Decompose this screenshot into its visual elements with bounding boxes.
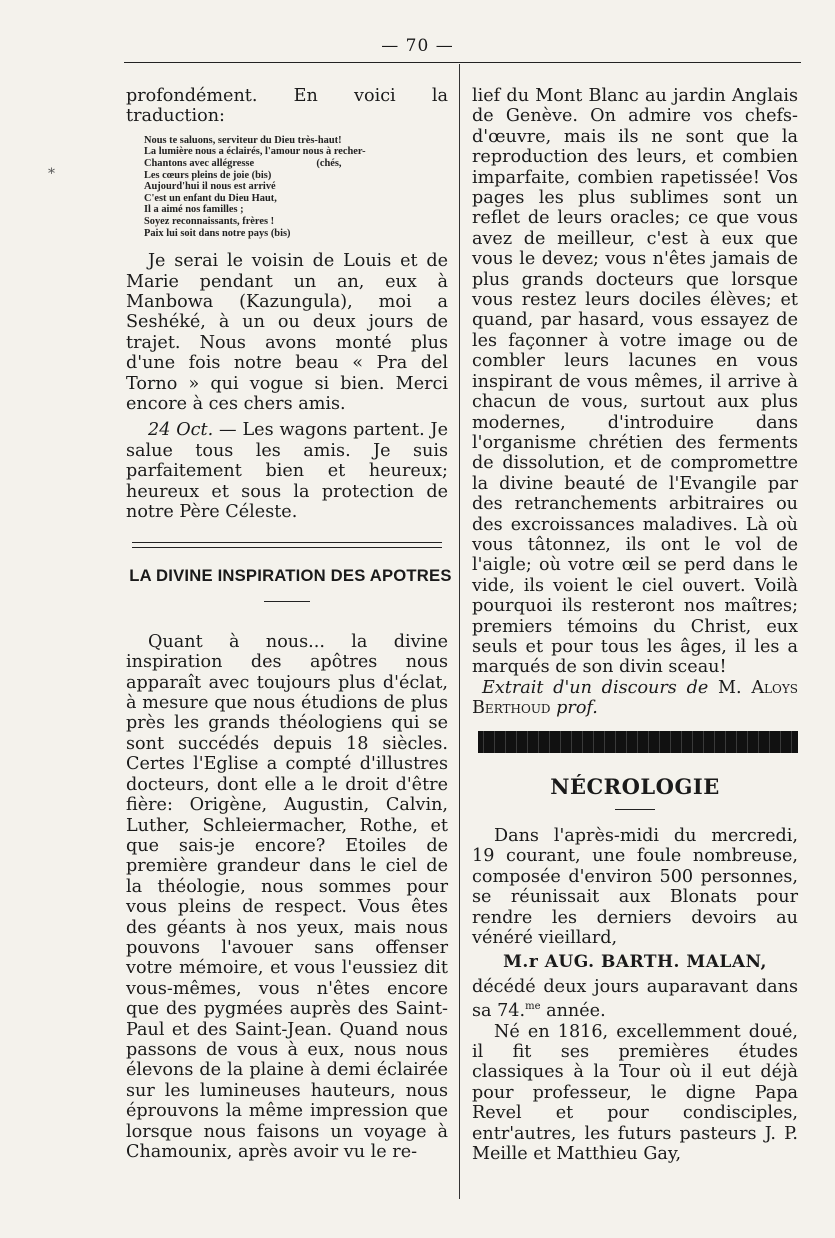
signature-name: M. Aloys Berthoud [472,677,799,719]
deceased-name: M.r AUG. BARTH. MALAN, [503,952,767,973]
poem-line: La lumière nous a éclairés, l'amour nous à recher- [144,146,366,158]
title-rule [264,601,310,602]
deceased-text: décédé deux jours auparavant dans sa 74. [472,976,798,1022]
necrology-rule [615,809,655,810]
deceased-text-end: année. [540,1001,606,1022]
poem-line: Nous te saluons, serviteur du Dieu très-haut! [144,134,342,146]
paragraph-inspiration: Quant à nous... la divine inspiration des apôtres nous apparaît avec toujours plus d'éclat, à mesure que nous étudions de plus près les grands théologiens qui se sont succédés depuis 18 siècles. Certes l'Eglise a compté d'illustres docteurs, dont elle a le droit d'être fière: Origène, Augustin, Calvin, Luther, Schleiermacher, Rothe, et que sais-je encore? Etoiles de première grandeur dans le ciel de la théologie, nous sommes pour vous pleins de respect. Vous êtes des géants à nos yeux, mais nous pouvons l'avouer sans offenser votre mémoire, et vous l'eussiez dit vous-mêmes, vous n'êtes encore que des pygmées auprès des Saint-Paul et des Saint-Jean. Quand nous passons de vous à eux, nous nous élevons de la plaine à demi éclairée sur les lumineuses hauteurs, nous éprouvons la même impression que lorsque nous faisons un voyage à Chamounix, après avoir vu le re- [126,631,448,1162]
poem-line: Chantons avec allégresse (chés, [144,158,342,169]
section-bar [478,731,798,753]
poem-line: Aujourd'hui il nous est arrivé [144,181,276,193]
margin-mark: * [48,166,55,182]
page-number: — 70 — [381,36,454,56]
signature-prefix: Extrait d'un discours de [482,677,709,698]
poem-line: Paix lui soit dans notre pays (bis) [144,227,291,239]
poem-line: Il a aimé nos familles ; [144,204,244,216]
paragraph-deceased [472,977,798,1022]
paragraph-biography: Né en 1816, excellemment doué, il fit ses premières études classiques à la Tour où il eut déjà pour professeur, le digne Papa Revel et pour condisciples, entr'autres, les futurs pasteurs J. P. Meille et Matthieu Gay, [472,1021,798,1164]
poem-line: Les cœurs pleins de joie (bis) [144,169,272,181]
section-title: LA DIVINE INSPIRATION DES APOTRES [129,566,452,586]
date-label: 24 Oct. [148,420,214,441]
header-rule [124,62,801,63]
poem-line: C'est un enfant du Dieu Haut, [144,192,277,204]
paragraph-inspiration-continued: lief du Mont Blanc au jardin Anglais de Genève. On admire vos chefs-d'œuvre, mais ils ne sont que la reproduction des leurs, et combien imparfaite, combien rapetissée! Vos pages les plus sublimes sont un reflet de leurs oracles; ce que vous avez de meilleur, c'est à eux que vous le devez; vous n'êtes jamais de plus grands docteurs que lorsque vous restez leurs dociles élèves; et quand, par hasard, vous essayez de les façonner à votre image ou de combler leurs lacunes en vous inspirant de vous mêmes, il arrive à chacun de vous, surtout aux plus modernes, d'introduire dans l'organisme chrétien des ferments de dissolution, et de compromettre la divine beauté de l'Evangile par des retranchements arbitraires ou des excroissances maladives. Là où vous tâtonnez, ils ont le vol de l'aigle; où votre œil se perd dans le vide, ils voient le ciel ouvert. Voilà pourquoi ils resteront nos maîtres; premiers témoins du Christ, eux seuls et pour tous les âges, il les a marqués de son divin sceau! [472,86,798,678]
poem-line: Soyez reconnaissants, frères ! [144,215,275,227]
paragraph-translation-intro: profondément. En voici la traduction: [126,86,448,127]
article-signature [472,678,798,719]
paragraph-funeral: Dans l'après-midi du mercredi, 19 courant, une foule nombreuse, composée d'environ 500 personnes, se réunissait aux Blonats pour rendre les derniers devoirs au vénéré vieillard, [472,826,798,949]
paragraph-wagons-text: — Les wagons partent. Je salue tous les amis. Je suis parfaitement bien et heureux; heureux et sous la protection de notre Père Céleste. [126,420,449,523]
ordinal-suffix: me [525,1001,541,1013]
paragraph-voisin: Je serai le voisin de Louis et de Marie pendant un an, eux à Manbowa (Kazungula), moi a Seshéké, à un ou deux jours de trajet. Nous avons monté plus d'une fois notre beau « Pra del Torno » qui vogue si bien. Merci encore à ces chers amis. [126,251,448,414]
necrology-title: NÉCROLOGIE [550,773,720,799]
paragraph-wagons [126,420,448,522]
section-separator [132,542,442,548]
right-column [472,86,798,1164]
signature-suffix: prof. [556,698,598,719]
column-divider [459,64,460,1199]
left-column [126,86,452,1162]
poem-translation [144,135,448,239]
